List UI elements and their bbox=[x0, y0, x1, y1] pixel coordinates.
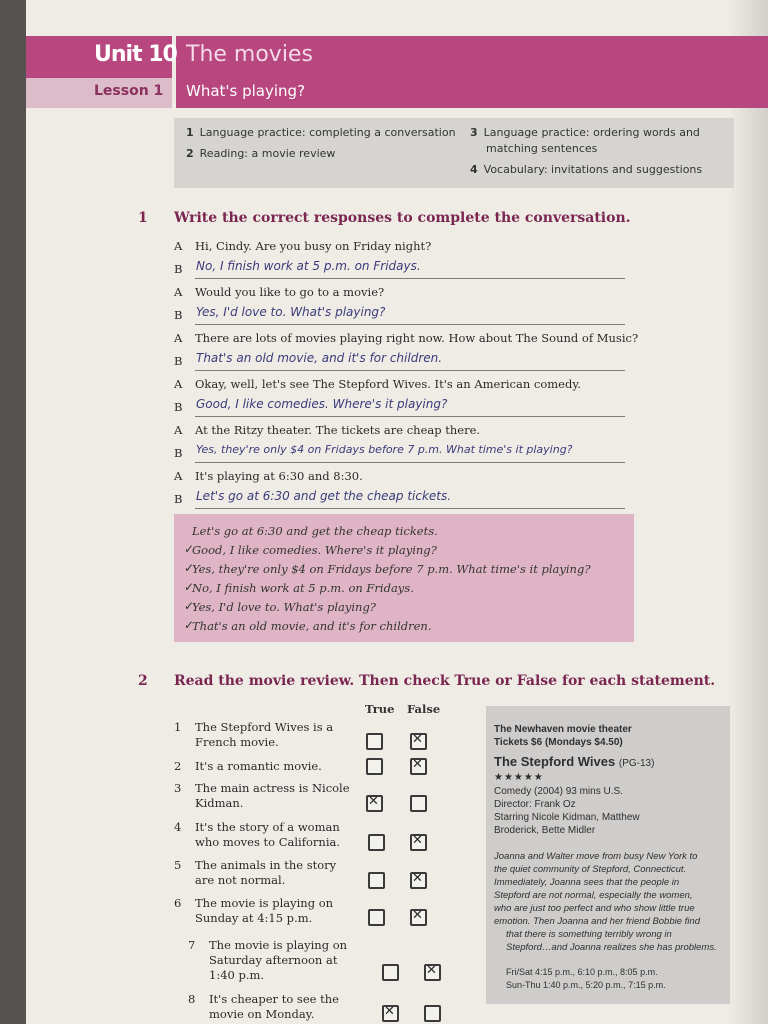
check-mark-icon: ✓ bbox=[184, 618, 195, 632]
statement-text: The movie is playing on Saturday afternoon at 1:40 p.m. bbox=[209, 938, 348, 982]
answer-line[interactable]: B Good, I like comedies. Where's it playing? bbox=[174, 400, 654, 420]
movie-details: Comedy (2004) 93 mins U.S. bbox=[494, 786, 623, 797]
synopsis-line: that there is something terribly wrong in bbox=[506, 929, 672, 940]
movie-cast-continued: Broderick, Bette Midler bbox=[494, 825, 596, 836]
answer-choice: Yes, I'd love to. What's playing? bbox=[192, 600, 376, 614]
section-title: Read the movie review. Then check True or False for each statement. bbox=[174, 673, 716, 689]
movie-director: Director: Frank Oz bbox=[494, 799, 576, 810]
answer-line[interactable]: B Yes, they're only $4 on Fridays before 7 p.m. What time's it playing? bbox=[174, 446, 654, 466]
statement-text: The animals in the story are not normal. bbox=[195, 858, 337, 887]
statement-text: It's a romantic movie. bbox=[195, 759, 322, 773]
section-number: 2 bbox=[138, 673, 148, 689]
answer-choice: Yes, they're only $4 on Fridays before 7 p.m. What time's it playing? bbox=[192, 562, 591, 576]
true-checkbox[interactable] bbox=[366, 795, 383, 812]
false-checkbox[interactable] bbox=[410, 909, 427, 926]
false-checkbox[interactable] bbox=[410, 758, 427, 775]
synopsis-line: Stepford…and Joanna realizes she has problems. bbox=[506, 942, 717, 953]
movie-review-clipping bbox=[486, 706, 730, 1004]
objective-item: 4 Vocabulary: invitations and suggestions bbox=[470, 163, 703, 176]
handwritten-answer: That's an old movie, and it's for children. bbox=[196, 351, 443, 365]
false-checkbox[interactable] bbox=[410, 795, 427, 812]
section-number: 1 bbox=[138, 210, 148, 226]
conversation-line: A It's playing at 6:30 and 8:30. bbox=[174, 469, 363, 483]
movie-cast: Starring Nicole Kidman, Matthew bbox=[494, 812, 640, 823]
synopsis-line: the quiet community of Stepford, Connecticut. bbox=[494, 864, 687, 875]
synopsis-line: who are just too perfect and who show little true bbox=[494, 903, 695, 914]
handwritten-answer: Yes, I'd love to. What's playing? bbox=[196, 305, 386, 319]
showtimes: Sun-Thu 1:40 p.m., 5:20 p.m., 7:15 p.m. bbox=[506, 980, 666, 990]
column-header-false: False bbox=[407, 702, 441, 716]
statement-number: 2 bbox=[174, 759, 182, 773]
true-checkbox[interactable] bbox=[366, 758, 383, 775]
answer-choice: No, I finish work at 5 p.m. on Fridays. bbox=[192, 581, 414, 595]
answer-choice: Let's go at 6:30 and get the cheap tickets. bbox=[192, 524, 438, 538]
conversation-line: A Hi, Cindy. Are you busy on Friday night? bbox=[174, 239, 432, 253]
section-title: Write the correct responses to complete the conversation. bbox=[174, 210, 631, 226]
handwritten-answer: Good, I like comedies. Where's it playing? bbox=[196, 397, 448, 411]
objective-item-continued: matching sentences bbox=[486, 142, 598, 155]
answer-line[interactable]: B No, I finish work at 5 p.m. on Fridays. bbox=[174, 262, 654, 282]
statement-text: The main actress is Nicole Kidman. bbox=[195, 781, 350, 810]
statement-number: 6 bbox=[174, 896, 182, 910]
false-checkbox[interactable] bbox=[410, 834, 427, 851]
unit-title: The movies bbox=[186, 42, 313, 67]
statement-number: 8 bbox=[188, 992, 196, 1006]
lesson-label: Lesson 1 bbox=[94, 83, 164, 99]
ticket-prices: Tickets $6 (Mondays $4.50) bbox=[494, 737, 623, 748]
statement-text: The movie is playing on Sunday at 4:15 p.m. bbox=[195, 896, 334, 925]
showtimes: Fri/Sat 4:15 p.m., 6:10 p.m., 8:05 p.m. bbox=[506, 967, 658, 977]
check-mark-icon: ✓ bbox=[184, 542, 195, 556]
answer-line[interactable]: B Yes, I'd love to. What's playing? bbox=[174, 308, 654, 328]
false-checkbox[interactable] bbox=[410, 733, 427, 750]
objective-item: 1 Language practice: completing a conversation bbox=[186, 126, 456, 139]
page-shadow bbox=[728, 0, 768, 1024]
false-checkbox[interactable] bbox=[424, 964, 441, 981]
objective-item: 3 Language practice: ordering words and bbox=[470, 126, 700, 139]
synopsis-line: Joanna and Walter move from busy New York to bbox=[494, 851, 698, 862]
statement-number: 1 bbox=[174, 720, 182, 734]
answer-line[interactable]: B Let's go at 6:30 and get the cheap tickets. bbox=[174, 492, 654, 512]
handwritten-answer: Let's go at 6:30 and get the cheap tickets. bbox=[196, 489, 452, 503]
true-checkbox[interactable] bbox=[368, 909, 385, 926]
handwritten-answer: Yes, they're only $4 on Fridays before 7 p.m. What time's it playing? bbox=[196, 443, 573, 456]
check-mark-icon: ✓ bbox=[184, 561, 195, 575]
objective-item: 2 Reading: a movie review bbox=[186, 147, 336, 160]
synopsis-line: emotion. Then Joanna and her friend Bobbie find bbox=[494, 916, 700, 927]
statement-text: It's cheaper to see the movie on Monday. bbox=[209, 992, 339, 1021]
false-checkbox[interactable] bbox=[424, 1005, 441, 1022]
unit-label: Unit 10 bbox=[94, 42, 177, 67]
movie-title: The Stepford Wives (PG-13) bbox=[494, 754, 655, 769]
statement-number: 5 bbox=[174, 858, 182, 872]
column-header-true: True bbox=[365, 702, 395, 716]
answer-line[interactable]: B That's an old movie, and it's for children. bbox=[174, 354, 654, 374]
statement-text: The Stepford Wives is a French movie. bbox=[195, 720, 334, 749]
star-rating: ★★★★★ bbox=[494, 772, 544, 783]
true-checkbox[interactable] bbox=[366, 733, 383, 750]
synopsis-line: Stepford are not normal, especially the women, bbox=[494, 890, 693, 901]
statement-text: It's the story of a woman who moves to California. bbox=[195, 820, 341, 849]
synopsis-line: Immediately, Joanna sees that the people in bbox=[494, 877, 680, 888]
page-binding-edge bbox=[0, 0, 26, 1024]
conversation-line: A Okay, well, let's see The Stepford Wives. It's an American comedy. bbox=[174, 377, 581, 391]
statement-number: 4 bbox=[174, 820, 182, 834]
true-checkbox[interactable] bbox=[368, 872, 385, 889]
lesson-title: What's playing? bbox=[186, 82, 306, 100]
answer-choice: Good, I like comedies. Where's it playing? bbox=[192, 543, 437, 557]
handwritten-answer: No, I finish work at 5 p.m. on Fridays. bbox=[196, 259, 421, 273]
true-checkbox[interactable] bbox=[382, 1005, 399, 1022]
check-mark-icon: ✓ bbox=[184, 599, 195, 613]
true-checkbox[interactable] bbox=[368, 834, 385, 851]
theater-name: The Newhaven movie theater bbox=[494, 724, 632, 735]
check-mark-icon: ✓ bbox=[184, 580, 195, 594]
conversation-line: A Would you like to go to a movie? bbox=[174, 285, 385, 299]
answer-choice: That's an old movie, and it's for children. bbox=[192, 619, 432, 633]
true-checkbox[interactable] bbox=[382, 964, 399, 981]
statement-number: 3 bbox=[174, 781, 182, 795]
conversation-line: A There are lots of movies playing right now. How about The Sound of Music? bbox=[174, 331, 639, 345]
false-checkbox[interactable] bbox=[410, 872, 427, 889]
conversation-line: A At the Ritzy theater. The tickets are cheap there. bbox=[174, 423, 481, 437]
statement-number: 7 bbox=[188, 938, 196, 952]
